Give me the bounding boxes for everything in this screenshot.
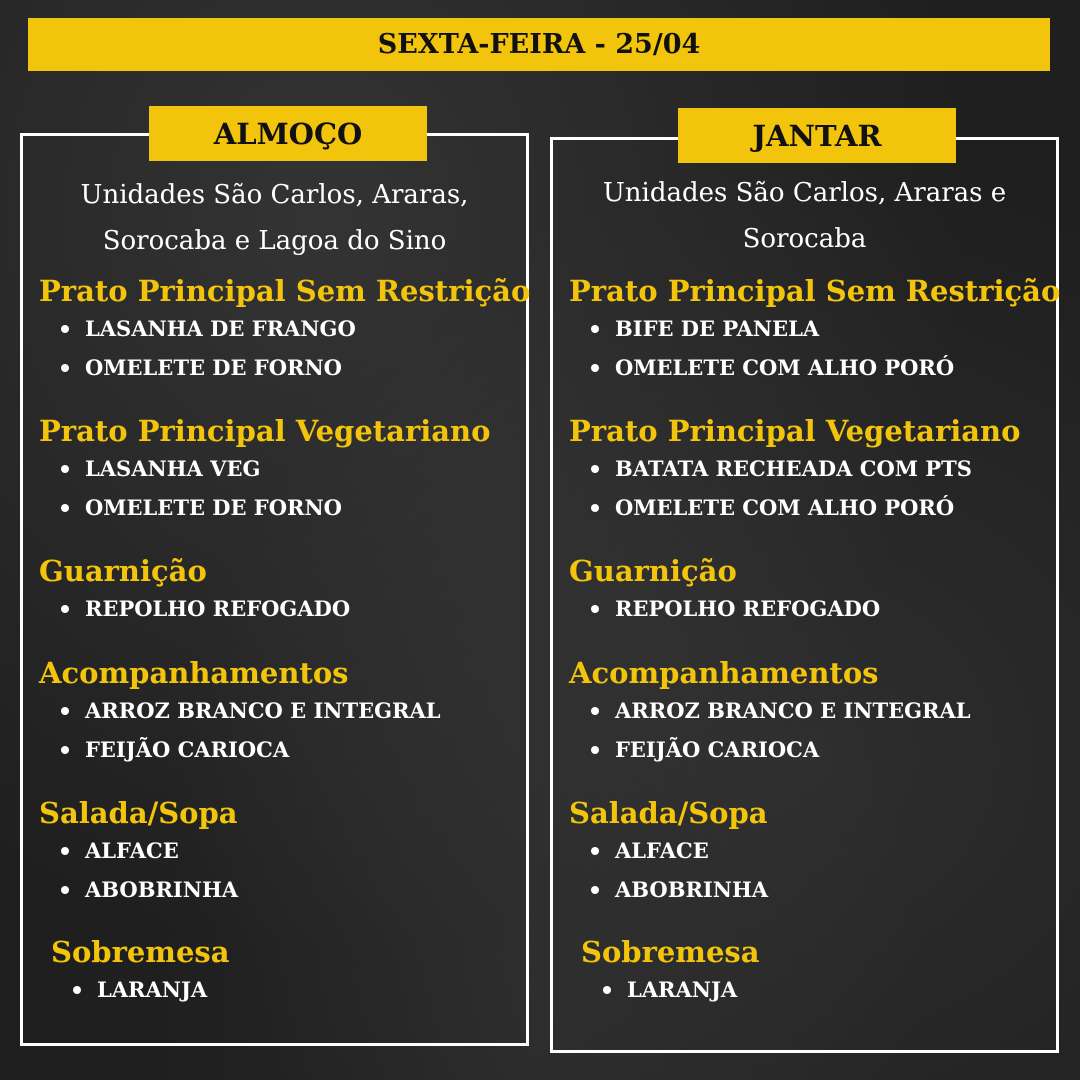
dinner-tab — [678, 108, 956, 163]
menu-item: ALFACE — [569, 831, 1052, 870]
lunch-units-line1: Unidades São Carlos, Araras, — [80, 180, 469, 210]
menu-item: ARROZ BRANCO E INTEGRAL — [569, 691, 1052, 730]
section-title: Acompanhamentos — [39, 656, 349, 690]
dinner-section-main — [569, 273, 1061, 387]
lunch-title: ALMOÇO — [213, 116, 363, 151]
dinner-units-line1: Unidades São Carlos, Araras e — [602, 178, 1007, 208]
dinner-section-accompaniments — [569, 655, 1052, 769]
section-title: Sobremesa — [581, 935, 760, 969]
menu-item: OMELETE COM ALHO PORÓ — [569, 488, 1052, 527]
section-title: Guarnição — [569, 554, 737, 588]
lunch-section-dessert — [51, 934, 522, 1009]
dinner-units-line2: Sorocaba — [742, 224, 867, 254]
lunch-section-accompaniments — [39, 655, 522, 769]
menu-item: OMELETE COM ALHO PORÓ — [569, 348, 1052, 387]
menu-item: LARANJA — [581, 970, 1052, 1009]
menu-item: OMELETE DE FORNO — [39, 348, 522, 387]
menu-item: REPOLHO REFOGADO — [569, 589, 1052, 628]
lunch-section-main — [39, 273, 531, 387]
lunch-tab — [149, 106, 427, 161]
dinner-section-dessert — [581, 934, 1052, 1009]
date-title: SEXTA-FEIRA - 25/04 — [377, 29, 701, 60]
lunch-units-line2: Sorocaba e Lagoa do Sino — [102, 226, 447, 256]
lunch-units — [23, 172, 526, 264]
menu-item: ARROZ BRANCO E INTEGRAL — [39, 691, 522, 730]
section-title: Prato Principal Vegetariano — [569, 414, 1021, 448]
menu-item: LASANHA VEG — [39, 449, 522, 488]
section-title: Salada/Sopa — [569, 796, 768, 830]
menu-item: LARANJA — [51, 970, 522, 1009]
menu-item: FEIJÃO CARIOCA — [569, 730, 1052, 769]
dinner-panel — [550, 118, 1061, 1053]
lunch-panel — [20, 116, 531, 1046]
menu-item: OMELETE DE FORNO — [39, 488, 522, 527]
dinner-section-salad — [569, 795, 1052, 909]
section-title: Prato Principal Sem Restrição — [569, 274, 1061, 308]
dinner-units — [553, 170, 1056, 262]
section-title: Prato Principal Sem Restrição — [39, 274, 531, 308]
lunch-section-veg — [39, 413, 522, 527]
section-title: Sobremesa — [51, 935, 230, 969]
menu-item: BATATA RECHEADA COM PTS — [569, 449, 1052, 488]
menu-item: ABOBRINHA — [569, 870, 1052, 909]
menu-item: BIFE DE PANELA — [569, 309, 1052, 348]
menu-item: LASANHA DE FRANGO — [39, 309, 522, 348]
section-title: Guarnição — [39, 554, 207, 588]
date-banner — [28, 18, 1050, 71]
dinner-section-veg — [569, 413, 1052, 527]
section-title: Acompanhamentos — [569, 656, 879, 690]
menu-item: FEIJÃO CARIOCA — [39, 730, 522, 769]
dinner-title: JANTAR — [752, 118, 882, 153]
section-title: Prato Principal Vegetariano — [39, 414, 491, 448]
menu-item: ABOBRINHA — [39, 870, 522, 909]
section-title: Salada/Sopa — [39, 796, 238, 830]
lunch-section-side — [39, 553, 522, 628]
dinner-section-side — [569, 553, 1052, 628]
menu-item: REPOLHO REFOGADO — [39, 589, 522, 628]
lunch-section-salad — [39, 795, 522, 909]
menu-item: ALFACE — [39, 831, 522, 870]
